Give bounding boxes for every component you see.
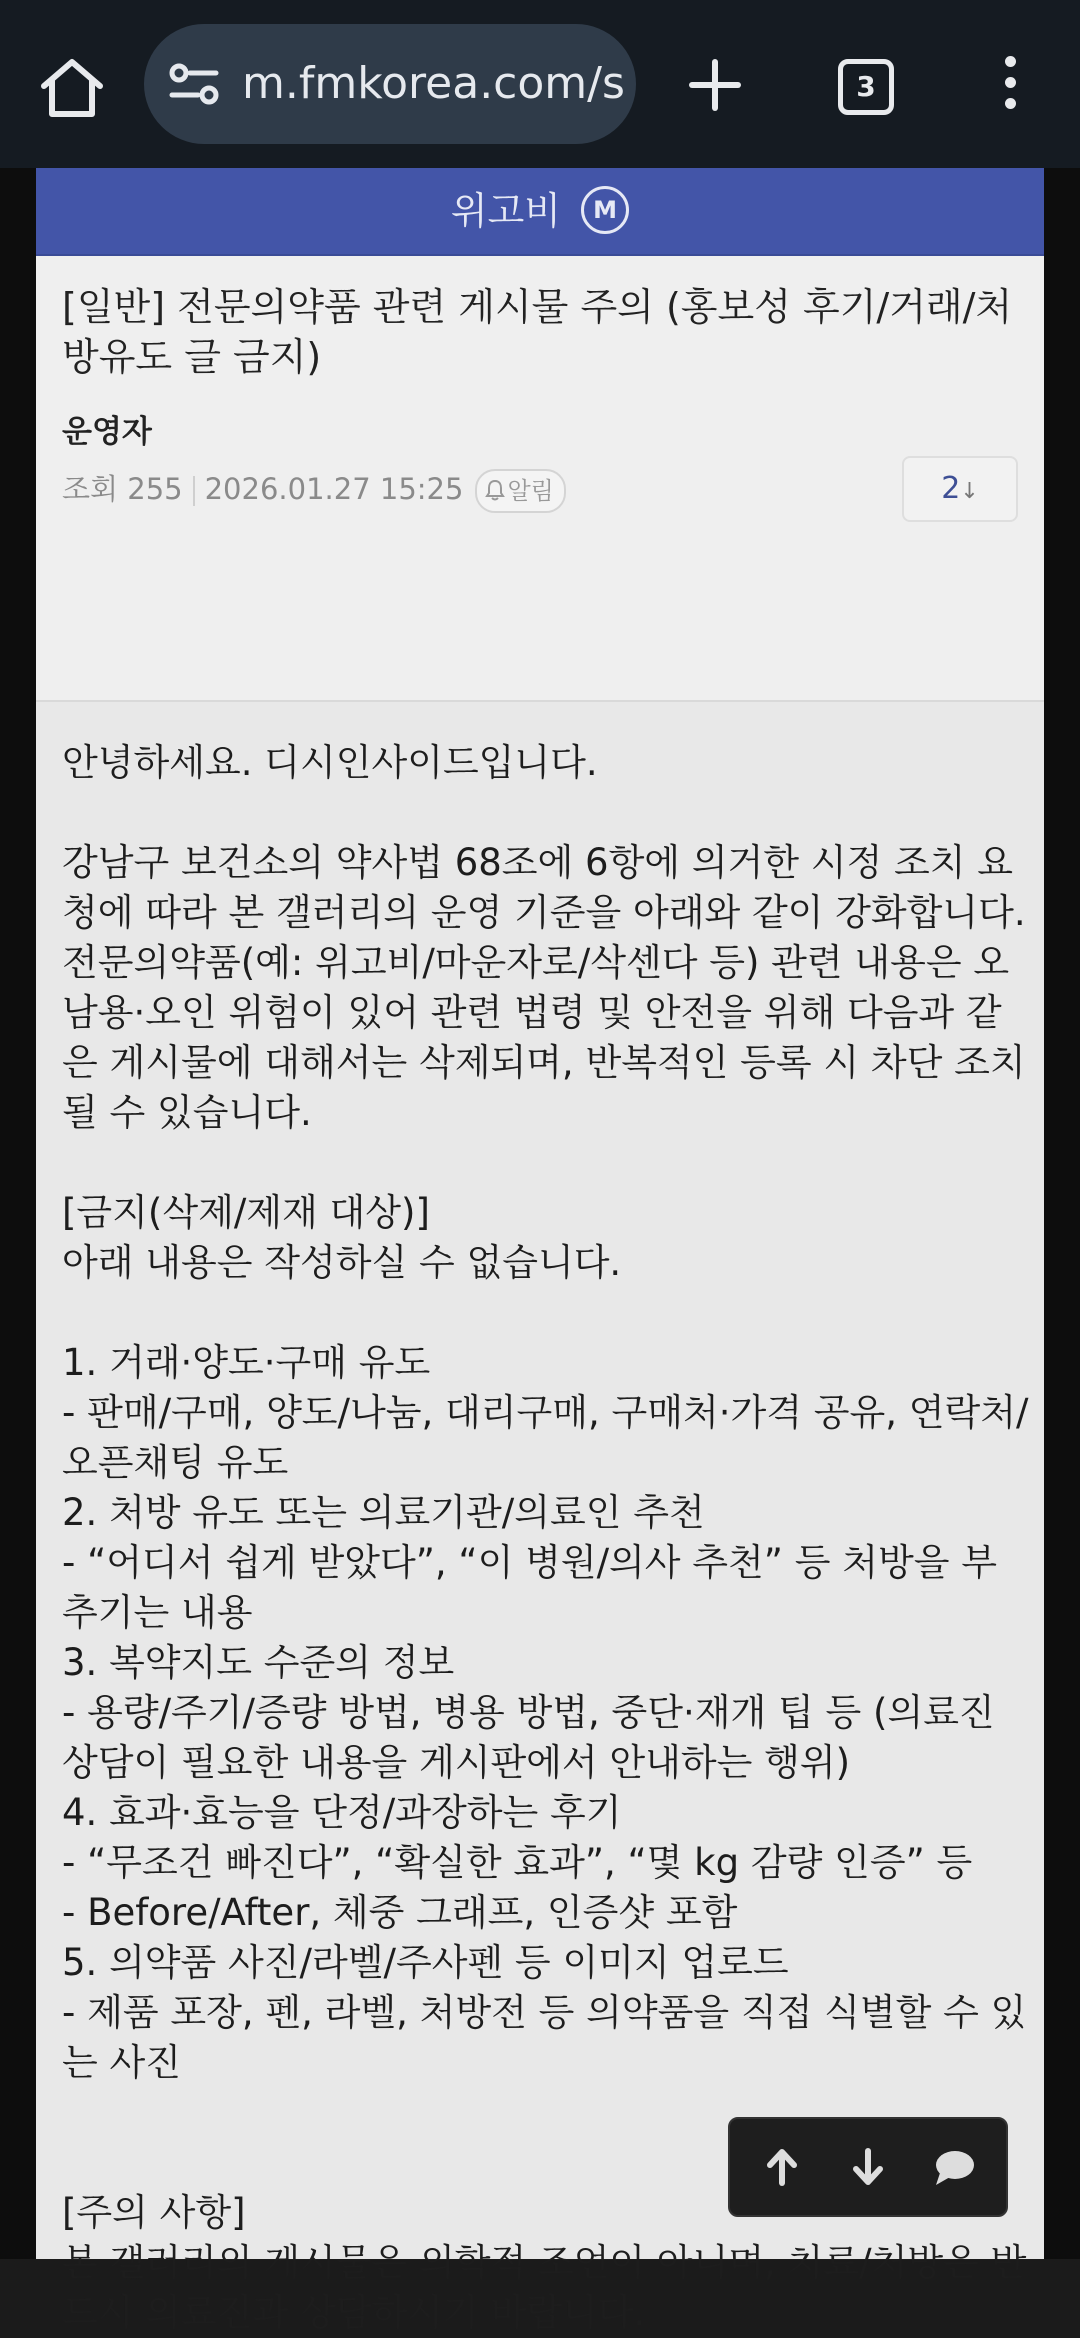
rule-title: 3. 복약지도 수준의 정보 [62,1641,455,1684]
page-content [0,168,1080,2334]
post-card [36,168,1044,2334]
more-vert-icon[interactable] [990,56,1030,116]
view-count: 조회 255 [62,472,183,506]
chat-bubble-icon[interactable] [930,2143,978,2191]
alarm-button[interactable] [475,469,565,513]
greeting-text: 안녕하세요. 디시인사이드입니다. [62,741,598,784]
post-body [62,738,1032,2338]
intro-paragraph-1: 강남구 보건소의 약사법 68조에 6항에 의거한 시정 조치 요청에 따라 본 갤러리의 운영 기준을 아래와 같이 강화합니다. [62,841,1026,934]
post-header [36,256,1044,702]
rule-detail: - 판매/구매, 양도/나눔, 대리구매, 구매처·가격 공유, 연락처/오픈채팅 유도 [62,1391,1029,1484]
rule-title: 2. 처방 유도 또는 의료기관/의료인 추천 [62,1491,705,1534]
browser-toolbar [0,0,1080,168]
notice-heading: [주의 사항] [62,2191,246,2234]
rule-title: 1. 거래·양도·구매 유도 [62,1341,431,1384]
board-badge-icon: M [581,186,629,234]
rule-detail: - 제품 포장, 펜, 라벨, 처방전 등 의약품을 직접 식별할 수 있는 사진 [62,1991,1027,2084]
rule-detail: - “어디서 쉽게 받았다”, “이 병원/의사 추천” 등 처방을 부추기는 내용 [62,1541,997,1634]
post-title: [일반] 전문의약품 관련 게시물 주의 (홍보성 후기/거래/처방유도 글 금지) [62,285,1013,379]
tune-icon[interactable] [168,62,220,106]
home-icon[interactable] [36,52,108,124]
tab-switcher-button[interactable]: 3 [838,59,894,115]
rule-title: 5. 의약품 사진/라벨/주사펜 등 이미지 업로드 [62,1941,789,1984]
arrow-down-small-icon: ↓ [960,479,979,504]
floating-nav-toolbar [728,2117,1008,2217]
rule-title: 4. 효과·효능을 단정/과장하는 후기 [62,1791,622,1834]
meta-divider [193,476,195,506]
rule-detail: - Before/After, 체중 그래프, 인증샷 포함 [62,1891,738,1934]
board-header[interactable] [36,168,1044,256]
bell-icon [485,479,505,501]
alarm-label: 알림 [507,477,554,505]
board-title[interactable]: 위고비 [450,189,562,233]
address-bar[interactable] [144,24,636,144]
ban-subtext: 아래 내용은 작성하실 수 없습니다. [62,1241,622,1284]
comment-count: 2 [941,471,961,506]
comment-jump-button[interactable] [902,456,1018,522]
rule-detail: - 용량/주기/증량 방법, 병용 방법, 중단·재개 팁 등 (의료진 상담이 필요한 내용을 게시판에서 안내하는 행위) [62,1691,995,1784]
url-text[interactable]: m.fmkorea.com/s [242,58,625,109]
arrow-down-icon[interactable] [844,2143,892,2191]
notice-text: 본 갤러리의 게시물은 의학적 조언이 아니며, 치료/처방은 반드시 의료진과 상담하시기 바랍니다. [62,2241,1027,2334]
post-meta [62,464,566,514]
ban-heading: [금지(삭제/제재 대상)] [62,1191,430,1234]
arrow-up-icon[interactable] [758,2143,806,2191]
post-author[interactable]: 운영자 [62,414,152,450]
post-datetime: 2026.01.27 15:25 [204,472,464,506]
intro-paragraph-2: 전문의약품(예: 위고비/마운자로/삭센다 등) 관련 내용은 오남용·오인 위험이 있어 관련 법령 및 안전을 위해 다음과 같은 게시물에 대해서는 삭제되며, 반복적인 등록 시 차단 조치될 수 있습니다. [62,941,1026,1134]
plus-icon[interactable] [680,50,750,120]
rule-detail: - “무조건 빠진다”, “확실한 효과”, “몇 kg 감량 인증” 등 [62,1841,973,1884]
